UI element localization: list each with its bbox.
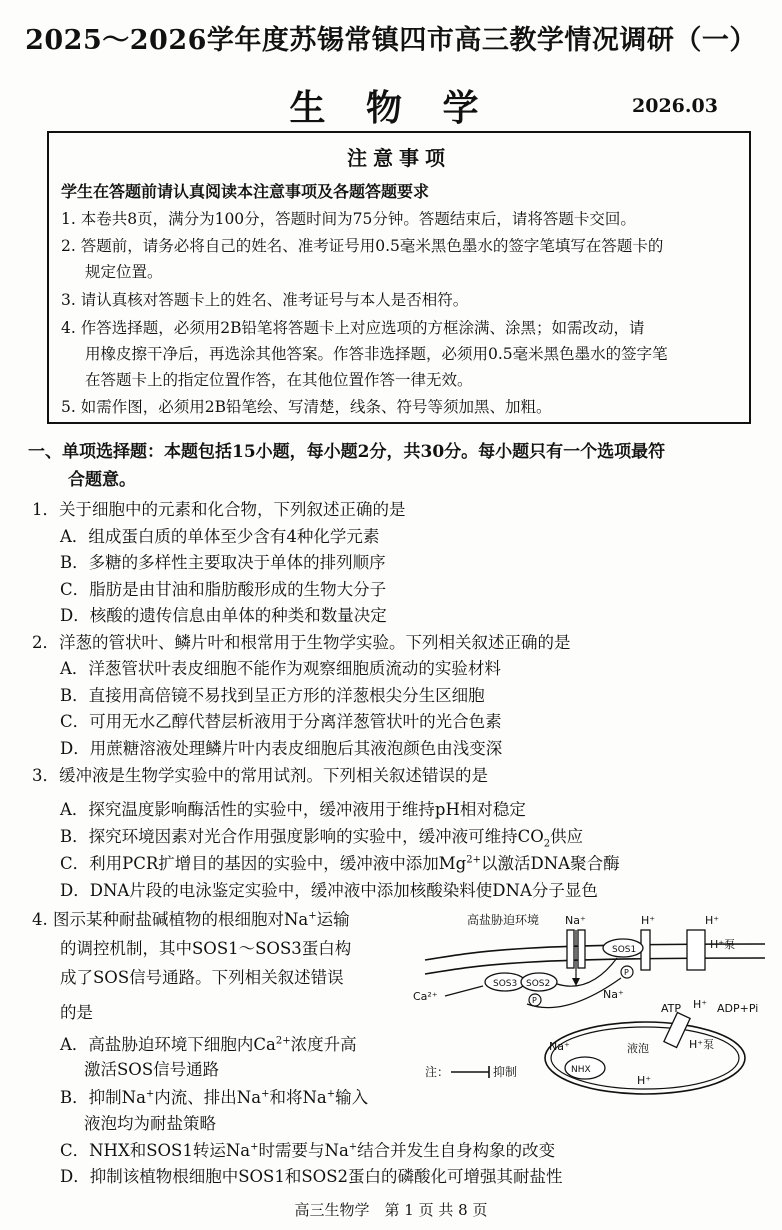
question-3-stem: 3．缓冲液是生物学实验中的常用试剂。下列相关叙述错误的是: [32, 766, 488, 785]
question-1-stem: 1．关于细胞中的元素和化合物，下列叙述正确的是: [32, 500, 406, 519]
q4-option-b: [60, 1084, 368, 1108]
adp-label: ADP+Pi: [717, 1002, 759, 1015]
q1-option-d: D．核酸的遗传信息由单体的种类和数量决定: [60, 606, 387, 625]
q3-option-a: A．探究温度影响酶活性的实验中，缓冲液用于维持pH相对稳定: [60, 800, 526, 819]
sos-pathway-diagram: [405, 908, 765, 1104]
notice-item: 用橡皮擦干净后，再选涂其他答案。作答非选择题，必须用0.5毫米黑色墨水的签字笔: [85, 345, 668, 363]
membrane-inner-line: [425, 958, 765, 974]
h-label-sos1: H⁺: [641, 914, 656, 927]
sos2-label: SOS2: [526, 979, 551, 989]
exam-title: 2025～2026学年度苏锡常镇四市高三教学情况调研（一）: [25, 25, 757, 56]
q3-option-d: D．DNA片段的电泳鉴定实验中，缓冲液中添加核酸染料使DNA分子显色: [60, 881, 598, 900]
q2-option-b: B．直接用高倍镜不易找到呈正方形的洋葱根尖分生区细胞: [60, 686, 485, 705]
pump-label-vacuole: H⁺泵: [689, 1038, 715, 1051]
question-2-stem: 2．洋葱的管状叶、鳞片叶和根常用于生物学实验。下列相关叙述正确的是: [32, 633, 571, 652]
pump-label-plasma: H⁺泵: [710, 938, 736, 951]
q3-c-sup: 2+: [466, 854, 481, 866]
q4-option-d: D．抑制该植物根细胞中SOS1和SOS2蛋白的磷酸化可增强其耐盐性: [60, 1167, 563, 1186]
sos2-p-label: P: [532, 996, 537, 1005]
na-influx-arrowhead: [572, 978, 580, 986]
q4-option-c: [60, 1137, 555, 1161]
q4-b-text: 内流、排出Na: [154, 1088, 262, 1107]
sos1-label: SOS1: [612, 945, 637, 955]
legend-inhibit-label: 抑制: [493, 1065, 518, 1079]
sos2-activation-arrow: [557, 958, 617, 986]
q4-stem-line2: 的调控机制，其中SOS1～SOS3蛋白构: [60, 939, 352, 958]
question-4-stem: [32, 906, 350, 930]
q3-c-text: C．利用PCR扩增目的基因的实验中，缓冲液中添加Mg: [60, 854, 467, 873]
h-label-vacuole: H⁺: [637, 1074, 652, 1087]
h-pump-plasma: [687, 930, 705, 970]
na-channel-left: [567, 930, 574, 968]
q3-option-c: [60, 850, 620, 874]
ca-label: Ca²⁺: [413, 990, 438, 1003]
notice-item: 3. 请认真核对答题卡上的姓名、准考证号与本人是否相符。: [61, 291, 469, 309]
q3-b-sub: 2: [543, 838, 551, 850]
notice-item: 在答题卡上的指定位置作答，在其他位置作答一律无效。: [85, 371, 473, 389]
na-label-sos1: Na⁺: [603, 988, 624, 1001]
q3-b-text-end: 供应: [550, 827, 584, 846]
sos3-label: SOS3: [493, 979, 518, 989]
notice-title: 注意事项: [347, 146, 451, 170]
q4-b-text: B．抑制Na: [60, 1088, 146, 1107]
sos1-p-label: P: [624, 968, 629, 977]
q1-option-a: A．组成蛋白质的单体至少含有4种化学元素: [60, 527, 380, 546]
q4-b-sup: +: [326, 1088, 336, 1100]
q4-stem-text: 4. 图示某种耐盐碱植物的根细胞对Na: [32, 910, 309, 929]
h-label-pump: H⁺: [705, 914, 720, 927]
q2-option-c: C．可用无水乙醇代替层析液用于分离洋葱管状叶的光合色素: [60, 712, 502, 731]
q2-option-d: D．用蔗糖溶液处理鳞片叶内表皮细胞后其液泡颜色由浅变深: [60, 739, 503, 758]
vacuole-label: 液泡: [627, 1042, 649, 1055]
q3-c-text-end: 以激活DNA聚合酶: [480, 854, 620, 873]
na-label-vacuole: Na⁺: [549, 1040, 570, 1053]
q4-stem-text-end: 运输: [316, 910, 350, 929]
na-label-top: Na⁺: [565, 914, 586, 927]
q4-c-sup: +: [348, 1141, 358, 1153]
notice-item: 5. 如需作图，必须用2B铅笔绘、写清楚，线条、符号等须加黑、加粗。: [61, 398, 552, 416]
q4-b-text-end: 输入: [335, 1088, 369, 1107]
q4-stem-line4: 的是: [60, 1003, 93, 1022]
q4-b-text: 和将Na: [269, 1088, 327, 1107]
q3-b-text: B．探究环境因素对光合作用强度影响的实验中，缓冲液可维持CO: [60, 827, 544, 846]
q4-stem-line3: 成了SOS信号通路。下列相关叙述错误: [60, 968, 344, 987]
notice-intro: 学生在答题前请认真阅读本注意事项及各题答题要求: [61, 182, 430, 201]
section-heading: 一、单项选择题：本题包括15小题，每小题2分，共30分。每小题只有一个选项最符: [28, 442, 666, 462]
q4-a-sup: 2+: [275, 1035, 291, 1047]
q4-stem-sup: +: [308, 910, 317, 922]
h-label-mid: H⁺: [693, 998, 708, 1011]
nhx-label: NHX: [571, 1065, 591, 1075]
legend-label: 注：: [425, 1065, 450, 1079]
q4-b-sup: +: [261, 1088, 270, 1100]
notice-item: 4. 作答选择题，必须用2B铅笔将答题卡上对应选项的方框涂满、涂黑；如需改动，请: [61, 319, 645, 337]
q4-c-text: C．NHX和SOS1转运Na: [60, 1141, 251, 1160]
q4-a-text: A．高盐胁迫环境下细胞内Ca: [60, 1035, 276, 1054]
q4-option-a: [60, 1031, 357, 1055]
q4-c-sup: +: [250, 1141, 259, 1153]
page-footer: 高三生物学 第 1 页 共 8 页: [294, 1201, 488, 1219]
atp-label: ATP: [661, 1002, 682, 1015]
subject-title: 生 物 学: [289, 87, 493, 129]
q4-option-b-cont: 液泡均为耐盐策略: [84, 1114, 216, 1133]
q2-option-a: A．洋葱管状叶表皮细胞不能作为观察细胞质流动的实验材料: [60, 659, 501, 678]
na-channel-right: [578, 930, 585, 968]
exam-date: 2026.03: [632, 95, 718, 117]
notice-box: [47, 131, 751, 424]
q4-c-text-end: 结合并发生自身构象的改变: [357, 1141, 556, 1160]
q4-option-a-cont: 激活SOS信号通路: [84, 1060, 220, 1079]
q1-option-b: B．多糖的多样性主要取决于单体的排列顺序: [60, 553, 386, 572]
notice-item: 规定位置。: [85, 263, 163, 281]
q4-c-text: 时需要与Na: [258, 1141, 349, 1160]
ca-activation-arrow: [445, 986, 483, 996]
section-heading-cont: 合题意。: [68, 470, 136, 490]
env-label: 高盐胁迫环境: [467, 913, 540, 927]
notice-item: 2. 答题前，请务必将自己的姓名、准考证号用0.5毫米黑色墨水的签字笔填写在答题卡的: [61, 237, 664, 255]
q1-option-c: C．脂肪是由甘油和脂肪酸形成的生物大分子: [60, 580, 387, 599]
q4-b-sup: +: [145, 1088, 155, 1100]
q3-option-b: [60, 823, 583, 849]
notice-item: 1. 本卷共8页，满分为100分，答题时间为75分钟。答题结束后，请将答题卡交回。: [61, 210, 636, 228]
q4-a-text-end: 浓度升高: [290, 1035, 357, 1054]
